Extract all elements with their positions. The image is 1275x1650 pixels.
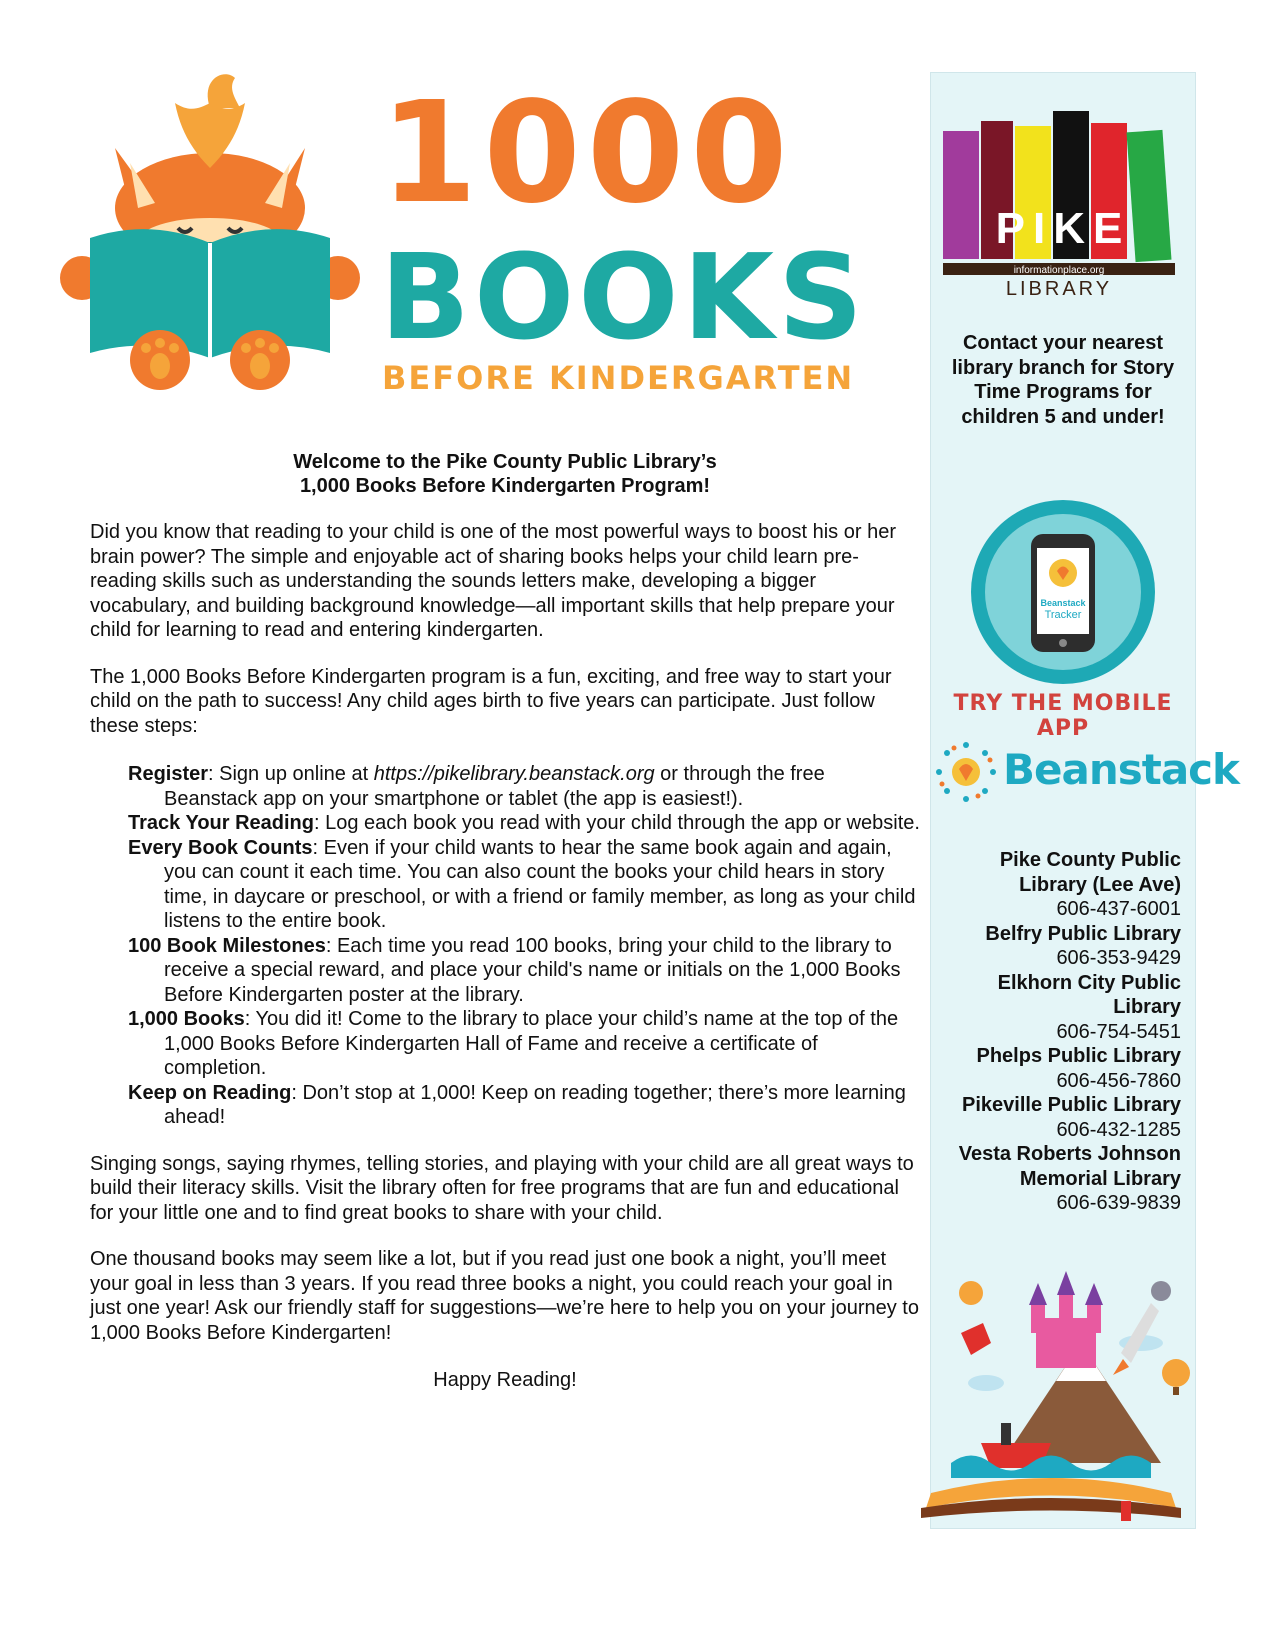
branch-phone: 606-639-9839: [1056, 1192, 1181, 1214]
step-title: Keep on Reading: [128, 1081, 292, 1104]
book-spine-purple-icon: [943, 131, 979, 259]
pike-library-logo: [941, 101, 1185, 301]
branch-phone: 606-754-5451: [1056, 1020, 1181, 1043]
goal-paragraph: One thousand books may seem like a lot, but if you read just one book a night, you’ll meet your goal in less than 3 years. If you read three books a night, you could reach your goal in just one year! Ask our friendly staff for suggestions—we’re here to help you on your journey to 1,000 Books Before Kindergarten!: [90, 1248, 919, 1344]
logo-number: 1000: [380, 72, 794, 235]
welcome-heading: [90, 450, 920, 498]
branch-name: Belfry Public Library: [985, 922, 1181, 945]
step-every-book-counts: [128, 836, 920, 934]
branch-name: Pikeville Public Library: [962, 1094, 1181, 1116]
literacy-paragraph: Singing songs, saying rhymes, telling stories, and playing with your child are all great ways to build their literacy skills. Visit the library often for free programs that are fun and educational for your little one and to find great books to share with your child.: [90, 1152, 914, 1224]
contact-note: Contact your nearest library branch for Story Time Programs for children 5 and under!: [951, 332, 1175, 428]
step-title: Every Book Counts: [128, 836, 313, 859]
step-title: Track Your Reading: [128, 812, 314, 834]
branch-name: Elkhorn City Public Library: [997, 971, 1181, 1018]
try-mobile-app-text: TRY THE MOBILE APP: [953, 691, 1173, 741]
step-keep-reading: [128, 1081, 920, 1130]
step-text: : You did it! Come to the library to place your child’s name at the top of the 1,000 Books Before Kindergarten Hall of Fame and receive a certificate of completion.: [164, 1008, 899, 1079]
pike-url: informationplace.org: [1013, 265, 1105, 276]
step-text: : Log each book you read with your child through the app or website.: [314, 812, 920, 834]
step-1000-books: [128, 1007, 920, 1081]
step-text: : Don’t stop at 1,000! Keep on reading together; there’s more learning ahead!: [164, 1081, 906, 1128]
program-logo: [90, 60, 920, 440]
welcome-line-1: Welcome to the Pike County Public Library’s: [293, 451, 717, 473]
step-title: 1,000 Books: [128, 1008, 245, 1030]
book-spine-green-icon: [1127, 130, 1172, 262]
sidebar: [930, 72, 1239, 1529]
pike-word: PIKE: [995, 204, 1131, 253]
branch-phone: 606-456-7860: [1056, 1069, 1181, 1092]
branch-phone: 606-353-9429: [1056, 947, 1181, 969]
step-text-2: or through the free Beanstack app on your smartphone or tablet (the app is easiest!).: [164, 763, 825, 810]
logo-word: BOOKS: [380, 228, 867, 366]
branch-phone: 606-432-1285: [1056, 1118, 1181, 1141]
step-title: 100 Book Milestones: [128, 934, 326, 957]
intro-paragraph: Did you know that reading to your child is one of the most powerful ways to boost his or her brain power? The simple and enjoyable act of sharing books helps your child learn pre-reading skills such as understanding the sounds letters make, developing a bigger vocabulary, and building background knowledge—all important skills that help prepare your child for learning to read and entering kindergarten.: [90, 521, 896, 641]
fox-reading-icon: [60, 68, 360, 398]
step-100-book-milestones: [128, 934, 920, 1008]
app-label-2: Tracker: [1044, 609, 1082, 621]
closing-line: Happy Reading!: [433, 1369, 577, 1391]
logo-subtitle: BEFORE KINDERGARTEN: [382, 359, 855, 397]
branch-phone: 606-437-6001: [1056, 898, 1181, 920]
branch-name: Pike County Public Library (Lee Ave): [999, 849, 1181, 896]
step-text: : Sign up online at: [208, 763, 374, 785]
pike-library-word: LIBRARY: [1005, 278, 1113, 300]
step-track-reading: [128, 811, 920, 836]
branch-list: [941, 848, 1181, 1216]
steps-list: [128, 762, 920, 1130]
welcome-line-2: 1,000 Books Before Kindergarten Program!: [299, 475, 711, 497]
step-title: Register: [128, 763, 209, 785]
program-paragraph: The 1,000 Books Before Kindergarten program is a fun, exciting, and free way to start your child on the path to success! Any child ages birth to five years can participate. Just follow these steps:: [90, 665, 892, 737]
step-text: : Even if your child wants to hear the same book again and again, you can count it each time. You can also count the books your child hears in story time, in daycare or preschool, or with a friend or family member, as long as your child listens to the entire book.: [164, 836, 916, 932]
signup-link[interactable]: https://pikelibrary.beanstack.org: [373, 763, 655, 785]
branch-name: Vesta Roberts Johnson Memorial Library: [958, 1143, 1181, 1190]
beanstack-logo-word: Beanstack: [1003, 745, 1239, 794]
step-register: [128, 762, 920, 811]
app-label-1: Beanstack: [1040, 598, 1086, 608]
storybook-castle-illustration: [891, 1263, 1211, 1533]
beanstack-sun-icon: [933, 739, 999, 805]
mobile-app-icon: [969, 498, 1157, 686]
step-text: : Each time you read 100 books, bring your child to the library to receive a special reward, and place your child's name or initials on the 1,000 Books Before Kindergarten poster at the library.: [164, 934, 901, 1006]
main-column: [90, 60, 920, 1392]
branch-name: Phelps Public Library: [976, 1045, 1181, 1067]
